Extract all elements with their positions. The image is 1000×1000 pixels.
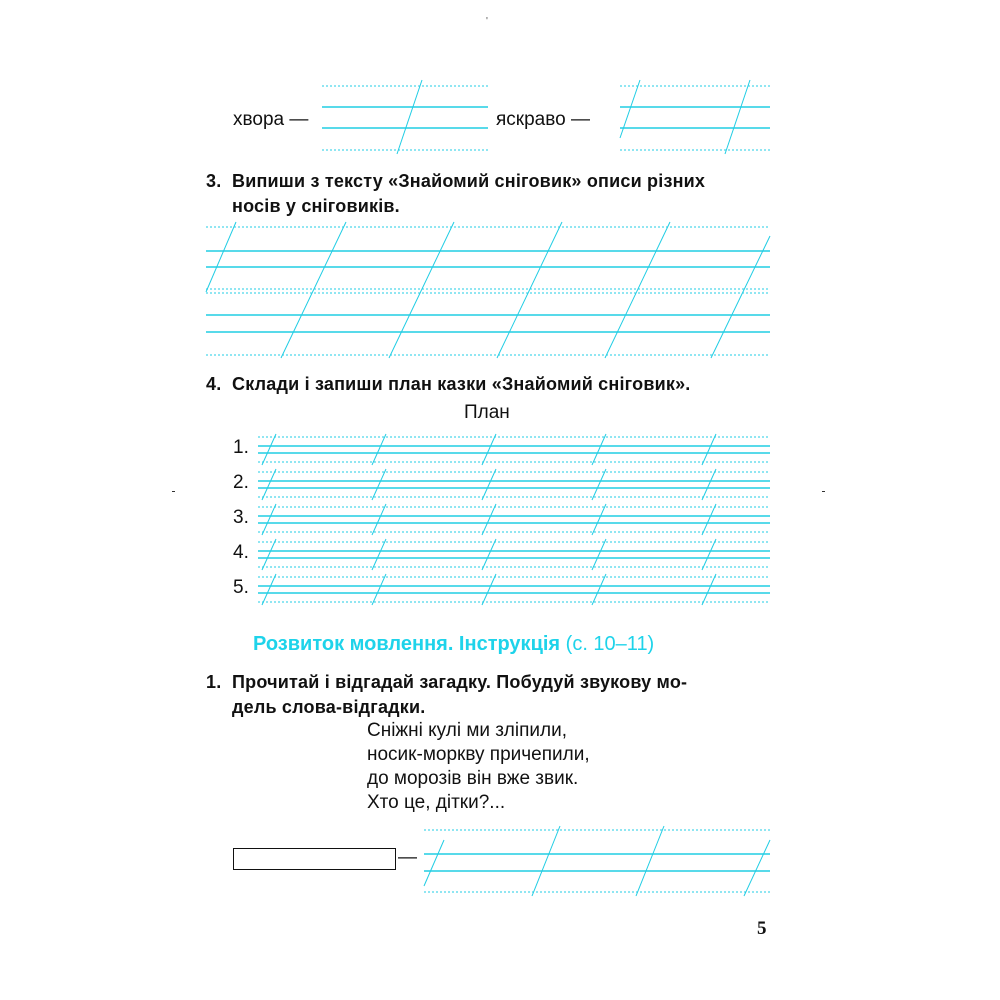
plan-item-3-number: 3. xyxy=(233,507,249,528)
task-4 xyxy=(206,372,690,397)
plan-line-5 xyxy=(258,577,770,602)
riddle-line-3: до морозів він вже звик. xyxy=(367,768,579,789)
riddle-line-1: Сніжні кулі ми зліпили, xyxy=(367,720,567,741)
task-3-writing-area[interactable] xyxy=(206,222,770,358)
plan-line-1 xyxy=(258,437,770,462)
task-3-number: 3. xyxy=(206,171,222,191)
answer-dash: — xyxy=(398,847,417,868)
riddle-line-4: Хто це, дітки?... xyxy=(367,792,506,813)
plan-title: План xyxy=(464,402,510,423)
margin-tick-right xyxy=(822,491,825,492)
plan-slants xyxy=(262,434,716,605)
task-1 xyxy=(206,670,687,720)
plan-line-4 xyxy=(258,542,770,567)
task-4-number: 4. xyxy=(206,374,222,394)
page-number: 5 xyxy=(757,918,767,939)
plan-item-1-number: 1. xyxy=(233,437,249,458)
task-1-text-line-2: дель слова-відгадки. xyxy=(232,697,426,717)
plan-writing-lines[interactable] xyxy=(258,432,770,606)
task-4-text: Склади і запиши план казки «Знайомий сніговик». xyxy=(232,374,691,394)
top-mark: ' xyxy=(486,16,488,27)
writing-field-1[interactable] xyxy=(322,80,488,154)
task-1-number: 1. xyxy=(206,672,222,692)
riddle-line-2: носик-моркву причепили, xyxy=(367,744,590,765)
section-pages: (с. 10–11) xyxy=(565,633,655,655)
plan-line-2 xyxy=(258,472,770,497)
plan-line-3 xyxy=(258,507,770,532)
riddle-poem xyxy=(367,719,590,815)
plan-item-5-number: 5. xyxy=(233,577,249,598)
plan-item-2-number: 2. xyxy=(233,472,249,493)
task-3-text-line-1: Випиши з тексту «Знайомий сніговик» описи різних xyxy=(232,171,706,191)
task-3 xyxy=(206,169,705,219)
pair-word-2: яскраво — xyxy=(496,109,590,130)
pair-word-1: хвора — xyxy=(233,109,309,130)
task-3-text-line-2: носів у сніговиків. xyxy=(232,196,400,216)
sound-model-box[interactable] xyxy=(233,848,396,870)
plan-item-4-number: 4. xyxy=(233,542,249,563)
task-1-text-line-1: Прочитай і відгадай загадку. Побудуй звукову мо- xyxy=(232,672,688,692)
margin-tick-left xyxy=(172,491,175,492)
section-title: Розвиток мовлення. Інструкція xyxy=(253,633,561,655)
section-heading xyxy=(253,632,654,656)
writing-field-2[interactable] xyxy=(620,80,770,154)
task-1-writing-field[interactable] xyxy=(424,826,770,896)
